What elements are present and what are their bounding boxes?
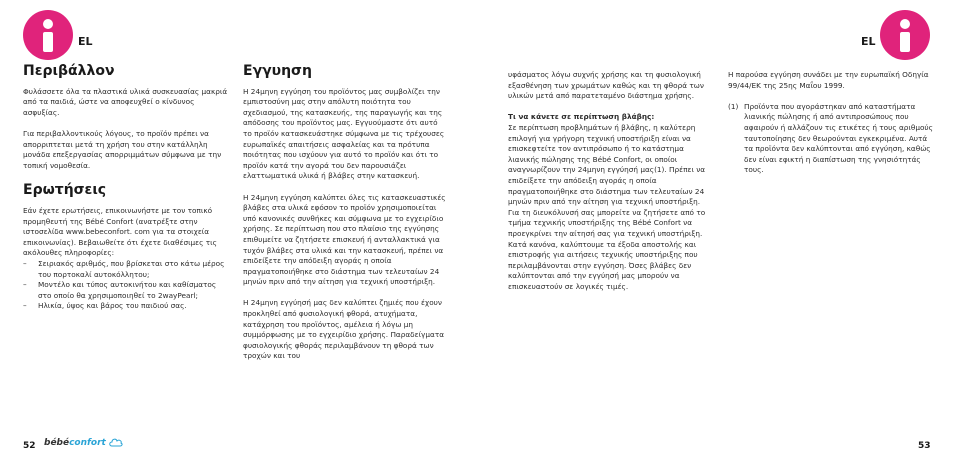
heading-questions: Ερωτήσεις — [23, 182, 107, 199]
info-i-icon — [43, 19, 53, 29]
info-badge-right — [880, 10, 930, 60]
footnote-number: (1) — [728, 101, 739, 111]
footnote-text: Προϊόντα που αγοράστηκαν από καταστήματα λιανικής πώλησης ή από αντιπροσώπους που αφαιρούν ή αλλάζουν τις ετικέτες ή τους αριθμούς ταυτοποίησης δεν θεωρούνται εγκεκριμένα. Αυτά τα προϊόντα δεν καλύπτονται από εγγύηση, καθώς δεν είναι εφικτή η διαπίστωση της γνησιότητάς τους. — [744, 101, 933, 175]
column-warranty-continued — [508, 70, 713, 303]
cloud-icon — [109, 438, 123, 447]
paragraph: Για περιβαλλοντικούς λόγους, το προϊόν πρέπει να απορριπτεται μετά τη χρήση του στην κατάλληλη μονάδα επεξεργασίας απορριμμάτων σύμφωνα με την τοπική νομοθεσία. — [23, 128, 222, 170]
page-number-left: 52 — [23, 441, 36, 451]
paragraph: Η 24μηνη εγγύηση καλύπτει όλες τις κατασκευαστικές βλάβες στα υλικά εφόσον το προϊόν χρησιμοποιείται υπό κανονικές συνθήκες και σύμφωνα με το εγχειρίδιο χρήσης. Σε περίπτωση που στο πλαίσιο της εγγύησης επιθυμείτε να ζητήσετε επισκευή ή ανταλλακτικά για τυχόν βλάβες στα υλικά και την κατασκευή, πρέπει να επιδείξετε την απόδειξη αγοράς η οποία πραγματοποιήθηκε στο διάστημα των τελευταίων 24 μηνών πριν από την αίτηση για τεχνική υποστήριξη. — [243, 192, 446, 287]
paragraph: υφάσματος λόγω συχνής χρήσης και τη φυσιολογική εξασθένηση των χρωμάτων καθώς και τη φθορά των υλικών μετά από παρατεταμένο διάστημα χρήσης. — [508, 70, 704, 101]
column-directive — [728, 70, 933, 176]
paragraph: Σε περίπτωση προβλημάτων ή βλάβης, η καλύτερη επιλογή για γρήγορη τεχνική υποστήριξη είναι να επισκεφτείτε τον αντιπρόσωπο ή το κατάστημα λιανικής πώλησης της Bébé Confort, οι οποίοι αναγνωρίζουν την 24μηνη εγγύησή μας(1). Πρέπει να επιδείξετε την απόδειξη αγοράς η οποία πραγματοποιήθηκε στο διάστημα των τελευταίων 24 μηνών πριν από την αίτηση για τεχνική υποστήριξη. Για τη διευκόλυνσή σας μπορείτε να ζητήσετε από το τμήμα τεχνικής υποστήριξης της Bébé Confort να προεγκρίνει την αίτησή σας για τεχνική υποστήριξη. Κατά κανόνα, καλύπτουμε τα έξοδα αποστολής και επιστροφής για αιτήσεις τεχνικής υποστήριξης που περιλαμβάνονται στην εγγύηση. Όσες βλάβες δεν καλύπτονται από την εγγύησή μας μπορούν να επισκευαστούν σε λογικές τιμές. — [508, 122, 706, 291]
list-item: – Ηλικία, ύψος και βάρος του παιδιού σας. — [23, 301, 230, 312]
paragraph: Η 24μηνη εγγύηση του προϊόντος μας συμβολίζει την εμπιστοσύνη μας στην απόλυτη ποιότητα του σχεδιασμού, της κατασκευής, της παραγωγής και της απόδοσης του προϊόντος μας. Εγγυούμαστε ότι αυτό το προϊόν κατασκευάστηκε σύμφωνα με τις τρέχουσες ευρωπαϊκές απαιτήσεις ασφαλείας και τα πρότυπα ποιότητας που ισχύουν για αυτό το προϊόν και ότι το προϊόν κατά την αγορά του δεν παρουσιάζει ελαττωματικά υλικά ή βλάβες στην κατασκευή. — [243, 86, 445, 181]
list-item: – Μοντέλο και τύπος αυτοκινήτου και καθίσματος στο οποίο θα χρησιμοποιηθεί το 2wayPearl; — [23, 280, 230, 301]
info-badge-left — [23, 10, 73, 60]
brand-logo-part2: confort — [69, 438, 106, 448]
paragraph: Φυλάσσετε όλα τα πλαστικά υλικά συσκευασίας μακριά από τα παιδιά, ώστε να αποφευχθεί ο κίνδυνος ασφυξίας. — [23, 86, 228, 117]
paragraph: Εάν έχετε ερωτήσεις, επικοινωνήστε με τον τοπικό προμηθευτή της Bébé Confort (ανατρέξτε στην ιστοσελίδα www.bebeconfort. com για τα στοιχεία επικοινωνίας). Βεβαιωθείτε ότι έχετε διαθέσιμες τις ακόλουθες πληροφορίες: — [23, 205, 217, 258]
column-warranty — [243, 63, 448, 373]
list-item: – Σειριακός αριθμός, που βρίσκεται στο κάτω μέρος του πορτοκαλί αυτοκόλλητου; — [23, 259, 230, 280]
info-i-icon — [900, 19, 910, 29]
language-label-right: EL — [861, 35, 876, 48]
column-environment-questions — [23, 63, 230, 312]
subheading-what-to-do: Τι να κάνετε σε περίπτωση βλάβης: — [508, 112, 655, 122]
paragraph: Η παρούσα εγγύηση συνάδει με την ευρωπαϊκή Οδηγία 99/44/EK της 25ης Μαΐου 1999. — [728, 70, 929, 90]
heading-environment: Περιβάλλον — [23, 63, 115, 79]
paragraph: Η 24μηνη εγγύησή μας δεν καλύπτει ζημιές που έχουν προκληθεί από φυσιολογική φθορά, ατυχήματα, κατάχρηση του προϊόντος, αμέλεια ή λόγω μη συμμόρφωσης με το εγχειρίδιο χρήσης. Παραδείγματα φυσιολογικής φθοράς περιλαμβάνουν τη φθορά των τροχών και του — [243, 298, 445, 361]
info-list — [23, 259, 230, 312]
footnote — [728, 102, 933, 176]
heading-warranty: Εγγυηση — [243, 63, 312, 79]
page-number-right: 53 — [918, 441, 931, 451]
brand-logo-part1: bébé — [44, 438, 70, 448]
language-label-left: EL — [78, 35, 93, 48]
brand-logo — [44, 438, 123, 448]
